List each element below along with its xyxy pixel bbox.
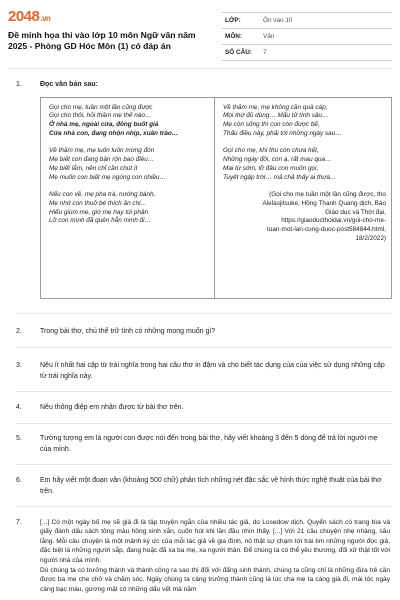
site-logo[interactable] [8, 8, 50, 25]
passage-paragraph-2: Dù chúng ta có trưởng thành và thành công ra sao thì đối với đấng sinh thành, chúng ta cũng chỉ là những đứa trẻ cần được ba mẹ che chở và chăm sóc. Ngày chúng ta càng trưởng thành cũng là lúc cha mẹ ta càng già đi, mái tóc ngày càng bạc màu, gương mặt có những dấu vết mà năm [40, 567, 390, 593]
question-separator [16, 506, 392, 507]
question-number: 3. [16, 362, 22, 369]
poem-line: Mẹ biết lắm, nên chỉ cần chút ít [49, 164, 138, 172]
poem-line: Thấu điều này, phải tới những ngày sau… [223, 130, 342, 138]
question-text: Tưởng tượng em là người con được nói đến trong bài thơ, hãy viết khoảng 3 đến 5 dòng để trả lời người mẹ của mình. [40, 435, 378, 453]
meta-key: SỐ CÂU: [225, 49, 252, 56]
poem-line: Nếu con về, mẹ pha trà, nướng bánh, [49, 190, 156, 198]
question-separator [16, 464, 392, 465]
meta-value: 7 [263, 49, 267, 56]
citation-line: https://giaoducthoidai.vn/goi-cho-me- [281, 217, 386, 225]
question-number: 1. [16, 81, 22, 88]
meta-row-question-count [222, 45, 392, 61]
citation-line: Alelasjitsuke, Hồng Thanh Quang dịch, Báo [262, 199, 386, 207]
poem-line: Gọi cho mẹ, tuần một lần cũng được [49, 103, 153, 111]
poem-line: Mai từ sớm, lỡ đâu con muốn gọi, [223, 164, 319, 172]
passage-label: Đọc văn bản sau: [40, 81, 98, 88]
citation-line: (Gọi cho mẹ tuần một lần cũng được, tho [269, 190, 386, 198]
question-2 [16, 327, 390, 338]
meta-value: Ôn vào 10 [263, 17, 293, 24]
poem-line: Về thăm mẹ, mẹ không cần quà cáp, [223, 103, 328, 111]
poem-stanza [49, 104, 209, 140]
question-3 [16, 361, 390, 382]
poem-line: Gọi cho mẹ, khi thu còn chưa hết, [223, 147, 319, 155]
question-number: 2. [16, 328, 22, 335]
poem-line: Mẹ nhớ con thuở bé thích ăn chi… [49, 199, 147, 207]
poem-line: Mọi thứ đủ dùng… Mấu tử tình sâu… [223, 112, 329, 120]
logo-main: 2048 [8, 8, 40, 25]
meta-row-class [222, 13, 392, 29]
question-separator [16, 347, 392, 348]
header-divider [8, 68, 392, 69]
poem-line: Tuyết ngập trời… mả chả thấy ai thưa… [223, 173, 337, 181]
question-5 [16, 434, 390, 455]
citation-line: Giáo dục và Thời đại, [325, 208, 386, 216]
poem-line: Gọi cho thôi, hỏi thăm mẹ thế nào… [49, 112, 152, 120]
question-6 [16, 476, 390, 497]
meta-key: MÔN: [225, 33, 243, 40]
question-text: Em hãy viết một đoạn văn (khoảng 500 chữ) phân tích những nét đặc sắc về hình thức nghệ thuật của bài thơ trên. [40, 477, 382, 495]
question-separator [16, 423, 392, 424]
poem-line: Những ngày đôi, con ạ, rất mau qua… [223, 156, 332, 164]
poem-line: Hiểu giùm mẹ, giờ mẹ hay túi phận [49, 208, 149, 216]
poem-stanza [49, 147, 209, 183]
poem-line-bold: Ở nhà mẹ, ngoài cửa, đông buốt giá [49, 121, 159, 129]
question-number: 6. [16, 477, 22, 484]
question-text: Nêu thông điệp em nhận được từ bài thơ trên. [40, 404, 184, 411]
poem-column-left [41, 98, 215, 298]
question-7 [16, 518, 390, 594]
question-number: 4. [16, 404, 22, 411]
poem-stanza [223, 104, 386, 140]
poem-line: Mẹ muốn con biết mẹ ngóng con nhiều… [49, 173, 166, 181]
question-separator [16, 391, 392, 392]
citation-line: tuan-mot-lan-cung-duoc-post584844.html, [266, 226, 386, 234]
passage-paragraph-1: [...] Có một ngày bố mẹ sẽ già đi là tập truyện ngắn của nhiều tác giả, do Losedow dịch. Quyển sách có trang bìa và giấy đánh dấu sách tông màu hồng xinh xắn, cuốn hút khi lần đầu nhìn thấy. [...] Với 21 câu chuyện nhẹ nhàng, sâu lắng. Mỗi câu chuyện là một mảnh ký ức của mỗi tác giả về gia đình, nó thật sự chạm tới trái tim những người đọc giả, đặc biệt là những người sắp, đang hoặc đã xa ba mẹ, xa người thân. Để chúng ta có thể yêu thương, đối xử thật tốt với người nhà của mình. [40, 519, 390, 564]
meta-key: LỚP: [225, 17, 241, 24]
document-title: Đề minh họa thi vào lớp 10 môn Ngữ văn năm 2025 - Phòng GD Hóc Môn (1) có đáp án [8, 30, 196, 51]
question-separator [16, 313, 392, 314]
question-text: Trong bài thơ, chủ thể trữ tình có những mong muốn gì? [40, 328, 216, 335]
question-number: 7. [16, 519, 22, 526]
poem-citation [223, 191, 386, 244]
poem-stanza [223, 147, 386, 183]
meta-table [222, 12, 392, 61]
poem-line-bold: Cửa nhà con, đang nhộn nhịp, xuân trào… [49, 130, 179, 138]
logo-suffix: .vn [40, 14, 51, 23]
poem-line: Mẹ biết con đang bận rộn bao điều… [49, 156, 155, 164]
question-1 [16, 80, 390, 299]
meta-row-subject [222, 29, 392, 45]
poem-table [40, 97, 392, 299]
poem-stanza [49, 191, 209, 227]
citation-line: 18/2/2022) [355, 235, 386, 243]
meta-value: Văn [263, 33, 275, 40]
document-header [0, 0, 400, 62]
poem-line: Mẹ còn sống thì con còn được bế, [223, 121, 320, 129]
poem-line: Lỡ con mình đã quên hẳn mình đi… [49, 217, 151, 225]
question-4 [16, 403, 390, 414]
poem-column-right [215, 98, 391, 298]
question-text: Nêu ít nhất hai cặp từ trái nghĩa trong hai câu thơ in đậm và cho biết tác dụng của của việc sử dụng những cặp từ trái nghĩa này. [40, 362, 385, 380]
poem-line: Về thăm mẹ, mẹ luôn luôn mừng đón [49, 147, 155, 155]
question-number: 5. [16, 435, 22, 442]
